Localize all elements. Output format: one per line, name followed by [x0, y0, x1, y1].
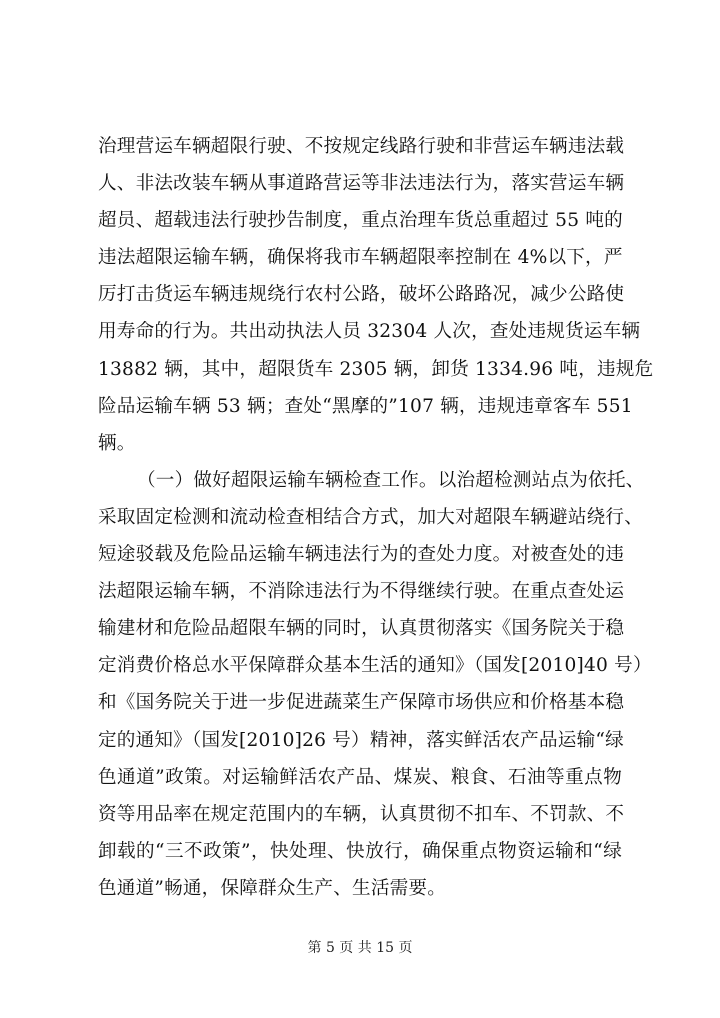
text-line: 短途驳载及危险品运输车辆违法行为的查处力度。对被查处的违	[98, 544, 625, 566]
text-line: 人、非法改装车辆从事道路营运等非法违法行为，落实营运车辆	[98, 173, 625, 195]
text-line: 违法超限运输车辆，确保将我市车辆超限率控制在 4%以下，严	[98, 247, 623, 269]
text-line: 资等用品率在规定范围内的车辆，认真贯彻不扣车、不罚款、不	[98, 803, 625, 825]
paragraph-2	[98, 462, 652, 907]
text-line: 法超限运输车辆，不消除违法行为不得继续行驶。在重点查处运	[98, 581, 625, 603]
text-line: 输建材和危险品超限车辆的同时，认真贯彻落实《国务院关于稳	[98, 618, 625, 640]
page-number: 第 5 页 共 15 页	[307, 940, 413, 956]
text-line: 定的通知》（国发[2010]26 号）精神，落实鲜活农产品运输“绿	[98, 729, 624, 751]
text-line: 13882 辆，其中，超限货车 2305 辆，卸货 1334.96 吨，违规危	[98, 358, 654, 380]
text-line: 险品运输车辆 53 辆；查处“黑摩的”107 辆，违规违章客车 551	[98, 395, 633, 417]
text-line: 色通道”政策。对运输鲜活农产品、煤炭、粮食、石油等重点物	[98, 766, 622, 788]
page-footer	[0, 938, 720, 958]
paragraph-1	[98, 128, 654, 462]
text-line: 采取固定检测和流动检查相结合方式，加大对超限车辆避站绕行、	[98, 506, 644, 528]
text-line: 用寿命的行为。共出动执法人员 32304 人次，查处违规货运车辆	[98, 321, 641, 343]
text-line: 色通道”畅通，保障群众生产、生活需要。	[98, 877, 446, 899]
document-body	[98, 128, 654, 907]
text-line: 治理营运车辆超限行驶、不按规定线路行驶和非营运车辆违法载	[98, 136, 625, 157]
text-line: 卸载的“三不政策”，快处理、快放行，确保重点物资运输和“绿	[98, 840, 622, 862]
text-line: 厉打击货运车辆违规绕行农村公路，破坏公路路况，减少公路使	[98, 284, 625, 306]
text-line: （一）做好超限运输车辆检查工作。以治超检测站点为依托、	[137, 469, 645, 491]
text-line: 和《国务院关于进一步促进蔬菜生产保障市场供应和价格基本稳	[98, 692, 625, 714]
text-line: 辆。	[98, 432, 136, 454]
text-line: 超员、超载违法行驶抄告制度，重点治理车货总重超过 55 吨的	[98, 210, 623, 232]
text-line: 定消费价格总水平保障群众基本生活的通知》（国发[2010]40 号）	[98, 655, 652, 677]
